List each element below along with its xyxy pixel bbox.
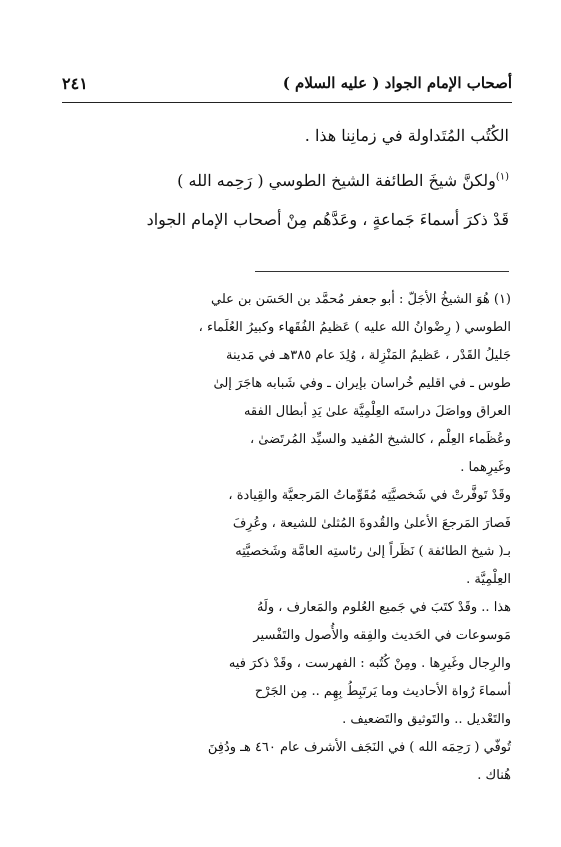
footnote-line-13: مَوسوعات في الحَديث والفِقه والأُصول والتَفْسير <box>253 628 511 643</box>
footnote-line-5: العراق وواصَلَ دراستَه العِلْمِيَّة علىٰ يَدِ أبطال الفقه <box>243 404 511 419</box>
footnote-line-7: وغَيرِهما . <box>460 460 511 475</box>
footnote-line-18: هُناك . <box>477 768 511 783</box>
footnote-separator <box>255 271 509 272</box>
footnote-line-3: جَليلُ القَدْر ، عَظيمُ المَنْزِلة ، وُلِدَ عام ٣٨٥هـ في مَدينة <box>226 348 511 363</box>
page-number: ٢٤١ <box>62 74 88 93</box>
footnote-line-12: هذا .. وقَدْ كتَبَ في جَميع العُلوم والمَعارف ، ولَهُ <box>256 600 511 615</box>
footnote-line-10: بـ( شيخ الطائفة ) نَظَراً إلىٰ رئاستِه العامَّة وشَخصيَّتِه <box>235 544 511 559</box>
footnote-ref: (١) <box>495 171 509 183</box>
footnote-line-4: طوس ـ في اقليم خُراسان بإيران ـ وفي شَبابه هاجَرَ إلىٰ <box>213 376 511 391</box>
footnote-line-8: وقَدْ تَوفَّرتْ في شَخصيَّتِه مُقَوِّماتُ المَرجعيَّة والقِيادة ، <box>228 488 511 503</box>
footnote-line-1: (١) هُوَ الشيخُ الأجَلّ : أبو جعفر مُحمَّد بن الحَسَن بن علي <box>210 292 511 307</box>
footnote-line-16: والتَعْديل .. والتَوثيق والتَضعيف . <box>342 712 511 727</box>
footnote-line-11: العِلْمِيَّة . <box>466 572 511 587</box>
footnote-line-17: تُوفّي ( رَحِمَه الله ) في النَجَف الأشرف عام ٤٦٠ هـ ودُفِنَ <box>207 740 511 755</box>
body-line-3: قَدْ ذكرَ أسماءَ جَماعةٍ ، وعَدَّهُم مِنْ أصحاب الإمام الجواد <box>146 210 509 229</box>
footnote-line-6: وعُظَماء العِلْم ، كالشيخ المُفيد والسيِّد المُرتَضىٰ ، <box>249 432 511 447</box>
footnote-line-9: فَصارَ المَرجعَ الأعلىٰ والقُدوةَ المُثلىٰ للشيعة ، وعُرِفَ <box>232 516 511 531</box>
footnote-line-15: أسماءَ رُواة الأحاديث وما يَرتَبِطُ بِهِم .. مِن الجَرْح <box>254 684 511 699</box>
body-line-1: الكُتُب المُتَداولة في زمانِنا هذا . <box>304 126 509 145</box>
running-header <box>62 72 512 103</box>
footnote-line-14: والرِجال وغَيرِها . ومِنْ كُتُبه : الفهرست ، وقَدْ ذكرَ فيه <box>228 656 511 671</box>
header-title: أصحاب الإمام الجواد ( عليه السلام ) <box>282 74 512 92</box>
footnote-line-2: الطوسي ( رِضْوانُ الله عليه ) عَظيمُ الفُقَهاء وكبيرُ العُلَماء ، <box>198 320 511 335</box>
body-line-2-text: ولكنَّ شيخَ الطائفة الشيخ الطوسي ( رَحِمه الله ) <box>177 171 496 190</box>
body-line-2 <box>177 171 509 190</box>
